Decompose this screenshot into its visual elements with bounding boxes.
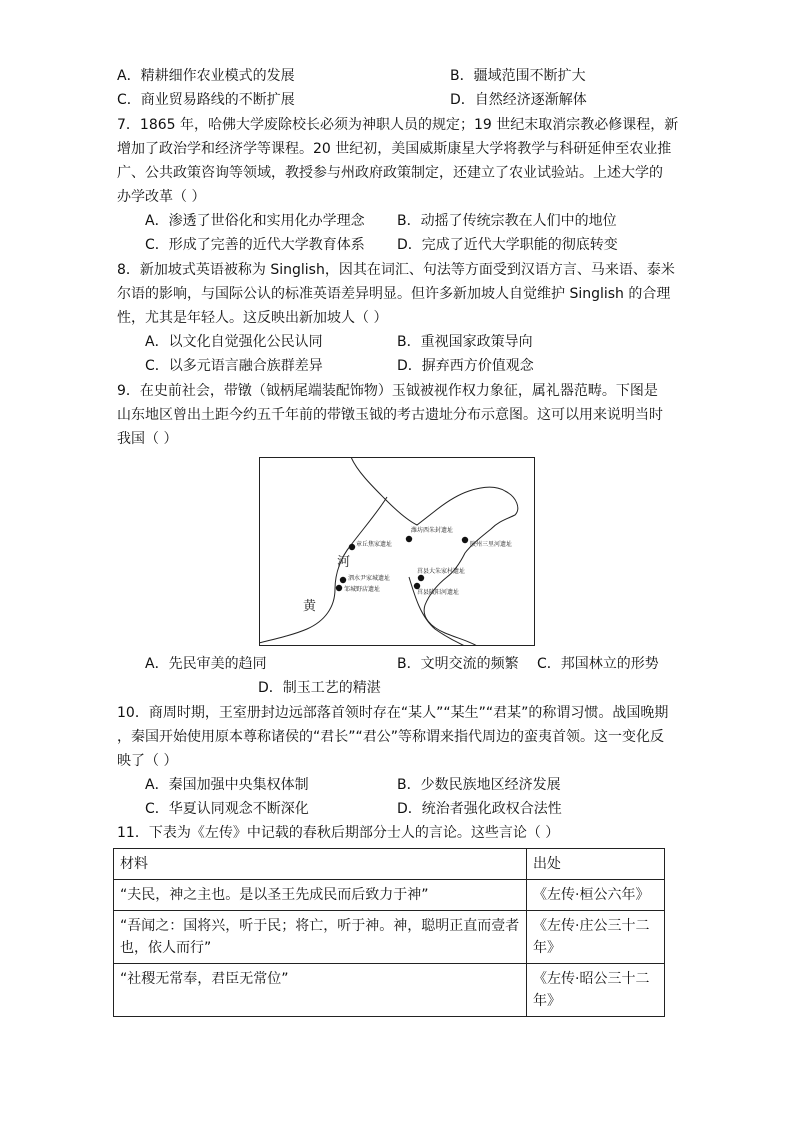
site-dot-sishui <box>340 577 346 583</box>
site-label-zoucheng: 邹城野店遗址 <box>344 586 381 593</box>
q8-option-a: A．以文化自觉强化公民认同 <box>145 334 323 350</box>
archaeological-site-map <box>259 457 535 646</box>
q9-option-c: C．邦国林立的形势 <box>537 656 659 672</box>
q7-option-b: B．动摇了传统宗教在人们中的地位 <box>397 213 617 229</box>
q7-option-a: A．渗透了世俗化和实用化办学理念 <box>145 213 365 229</box>
site-dot-juxian-dazhujiacun <box>418 575 424 581</box>
site-label-juxian-dazhujiacun: 莒县大朱家村遗址 <box>417 568 466 575</box>
site-label-sishui: 泗水尹家城遗址 <box>348 575 391 582</box>
table-cell-material: “夫民，神之主也。是以圣王先成民而后致力于神” <box>114 880 527 911</box>
q8-option-b: B．重视国家政策导向 <box>397 334 533 350</box>
q11-stem: 11．下表为《左传》中记载的春秋后期部分士人的言论。这些言论（ ） <box>117 825 560 841</box>
q10-option-b: B．少数民族地区经济发展 <box>397 777 561 793</box>
map-figure <box>259 457 535 646</box>
q6-option-d: D．自然经济逐渐解体 <box>450 92 587 108</box>
table-row <box>114 911 665 964</box>
q7-stem-line-2: 增加了政治学和经济学等课程。20 世纪初，美国威斯康星大学将教学与科研延伸至农业推 <box>117 141 672 157</box>
table-cell-source: 《左传·昭公三十二年》 <box>527 964 665 1017</box>
table-cell-material: “吾闻之：国将兴，听于民；将亡，听于神。神，聪明正直而壹者也，依人而行” <box>114 911 527 964</box>
site-dot-zoucheng <box>336 585 342 591</box>
table-header-row <box>114 849 665 880</box>
q6-option-b: B．疆域范围不断扩大 <box>450 68 586 84</box>
q8-stem-line-3: 性，尤其是年轻人。这反映出新加坡人（ ） <box>117 310 388 326</box>
site-label-juxian-lingyanghe: 莒县陵阳河遗址 <box>417 589 460 596</box>
site-label-jiaozhou: 胶州三里河遗址 <box>470 541 513 548</box>
q9-option-a: A．先民审美的趋同 <box>145 656 267 672</box>
table-header-source: 出处 <box>527 849 665 880</box>
table-cell-source: 《左传·桓公六年》 <box>527 880 665 911</box>
q9-stem-line-3: 我国（ ） <box>117 431 178 447</box>
q10-option-a: A．秦国加强中央集权体制 <box>145 777 309 793</box>
q7-option-c: C．形成了完善的近代大学教育体系 <box>145 237 365 253</box>
q10-stem-line-2: ，秦国开始使用原本尊称诸侯的“君长”“君公”等称谓来指代周边的蛮夷首领。这一变化反 <box>117 729 665 745</box>
river-char-he: 河 <box>337 555 351 570</box>
river-char-huang: 黄 <box>303 599 317 614</box>
q11-material-table <box>113 848 665 1017</box>
q9-option-d: D．制玉工艺的精湛 <box>258 680 381 696</box>
q8-stem-line-1: 8．新加坡式英语被称为 Singlish，因其在词汇、句法等方面受到汉语方言、马来语、泰米 <box>117 262 675 278</box>
q8-stem-line-2: 尔语的影响，与国际公认的标准英语差异明显。但许多新加坡人自觉维护 Singlish 的合理 <box>117 286 671 302</box>
q8-option-d: D．摒弃西方价值观念 <box>397 358 534 374</box>
site-dot-jiaozhou <box>462 537 468 543</box>
site-label-zhangqiu: 章丘焦家遗址 <box>356 541 393 548</box>
q8-option-c: C．以多元语言融合族群差异 <box>145 358 323 374</box>
q7-stem-line-3: 广、公共政策咨询等领域，教授参与州政府政策制定，还建立了农业试验站。上述大学的 <box>117 165 663 181</box>
q7-option-d: D．完成了近代大学职能的彻底转变 <box>397 237 618 253</box>
table-row <box>114 880 665 911</box>
site-dot-zhangqiu <box>349 544 355 550</box>
q10-option-d: D．统治者强化政权合法性 <box>397 801 562 817</box>
q6-option-c: C．商业贸易路线的不断扩展 <box>117 92 295 108</box>
q9-stem-line-1: 9．在史前社会，带镦（钺柄尾端装配饰物）玉钺被视作权力象征，属礼器范畴。下图是 <box>117 383 658 399</box>
q7-stem-line-1: 7．1865 年，哈佛大学废除校长必须为神职人员的规定；19 世纪末取消宗教必修课程，新 <box>117 117 679 133</box>
q7-stem-line-4: 办学改革（ ） <box>117 189 206 205</box>
q9-stem-line-2: 山东地区曾出土距今约五千年前的带镦玉钺的考古遗址分布示意图。这可以用来说明当时 <box>117 407 663 423</box>
q9-option-b: B．文明交流的频繁 <box>397 656 519 672</box>
table-row <box>114 964 665 1017</box>
q10-stem-line-3: 映了（ ） <box>117 753 178 769</box>
site-dot-weifang <box>406 536 412 542</box>
table-header-material: 材料 <box>114 849 527 880</box>
q10-stem-line-1: 10．商周时期，王室册封边远部落首领时存在“某人”“某生”“君某”的称谓习惯。战国晚期 <box>117 705 669 721</box>
map-frame <box>260 458 535 646</box>
table-cell-material: “社稷无常奉，君臣无常位” <box>114 964 527 1017</box>
site-label-weifang: 潍坊西朱封遗址 <box>411 527 454 534</box>
q6-option-a: A．精耕细作农业模式的发展 <box>117 68 295 84</box>
q10-option-c: C．华夏认同观念不断深化 <box>145 801 309 817</box>
table-cell-source: 《左传·庄公三十二年》 <box>527 911 665 964</box>
